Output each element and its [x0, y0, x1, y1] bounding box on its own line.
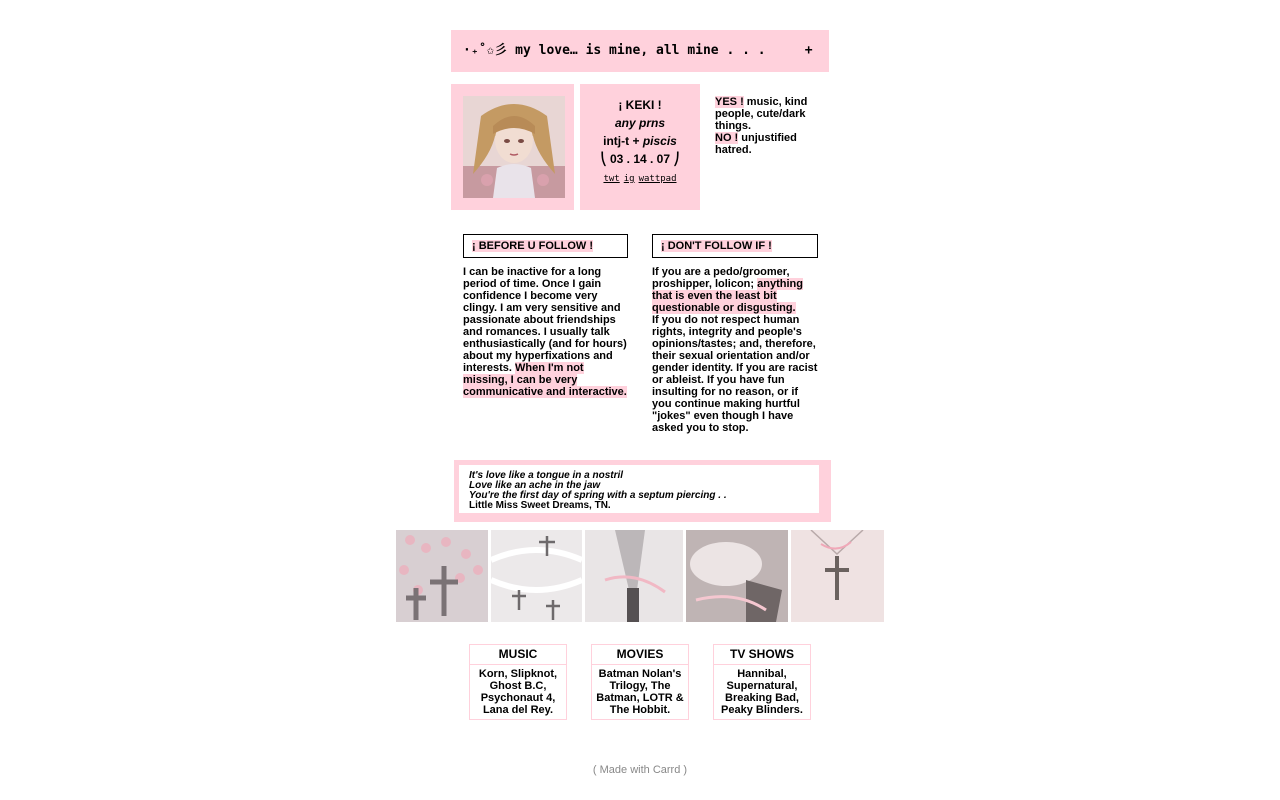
dont-follow-text: If you are a pedo/groomer, proshipper, lolicon; anything that is even the least bit questionable or disgusting. If you do not respect human rights, integrity and people's opinions/tastes; and, therefore, their sexual orientation and/or gender identity. If you are racist or ableist. If you have fun insulting for no reason, or if you continue making hurtful "jokes" even though I have asked you to stop.	[652, 266, 818, 434]
yes-label: YES !	[715, 96, 744, 108]
link-twt[interactable]: twt	[603, 174, 620, 184]
photo-knife-ribbon	[585, 530, 683, 622]
quote-credit: Little Miss Sweet Dreams, TN.	[469, 500, 611, 511]
favorites-title: MOVIES	[592, 645, 688, 665]
dont-follow-section	[652, 234, 818, 434]
yes-no-section	[715, 96, 823, 156]
favorites-title: MUSIC	[470, 645, 566, 665]
before-follow-section	[463, 234, 628, 398]
photo-rosary-beads	[396, 530, 488, 622]
favorites-movies	[591, 644, 689, 720]
profile-links	[580, 170, 700, 188]
profile-type: intj-t + piscis	[603, 134, 677, 148]
before-follow-text: I can be inactive for a long period of time. Once I gain confidence I become very clingy. I am very sensitive and passionate about friendships and romances. I usually talk enthusiastically (and for hours) about my hyperfixations and interests. When I'm not missing, I can be very communicative and interactive.	[463, 266, 627, 398]
header-banner: ·₊˚✩彡 my love… is mine, all mine . . . +	[451, 30, 829, 72]
before-follow-title: ¡ BEFORE U FOLLOW !	[463, 234, 628, 258]
favorites-body: Batman Nolan's Trilogy, The Batman, LOTR & The Hobbit.	[596, 668, 684, 716]
link-wattpad[interactable]: wattpad	[638, 174, 677, 184]
quote-line: You're the first day of spring with a septum piercing . .	[469, 490, 727, 501]
avatar	[463, 96, 565, 198]
profile-birthday: ⎝ 03 . 14 . 07 ⎠	[600, 152, 680, 166]
quote-line: It's love like a tongue in a nostril	[469, 470, 624, 481]
avatar-frame	[451, 84, 574, 210]
favorites-body: Hannibal, Supernatural, Breaking Bad, Peaky Blinders.	[721, 668, 803, 716]
favorites-title: TV SHOWS	[714, 645, 810, 665]
photo-lace-crosses	[491, 530, 582, 622]
profile-card	[580, 84, 700, 210]
made-with-carrd-link[interactable]: ( Made with Carrd )	[592, 764, 688, 776]
favorites-tv-shows	[713, 644, 811, 720]
quote-line: Love like an ache in the jaw	[469, 480, 601, 491]
yes-text: music, kind people, cute/dark things.	[715, 96, 808, 132]
profile-name: ¡ KEKI !	[618, 98, 662, 112]
favorites-body: Korn, Slipknot, Ghost B.C, Psychonaut 4, Lana del Rey.	[478, 668, 558, 716]
link-ig[interactable]: ig	[623, 174, 635, 184]
no-text: unjustified hatred.	[715, 132, 797, 156]
quote-text	[469, 471, 727, 511]
quote-box	[454, 460, 831, 522]
photo-hand-axe	[686, 530, 788, 622]
no-label: NO !	[715, 132, 739, 144]
photo-cross-necklace	[791, 530, 884, 622]
dont-follow-title: ¡ DON'T FOLLOW IF !	[652, 234, 818, 258]
profile-pronouns: any prns	[614, 116, 665, 130]
favorites-music	[469, 644, 567, 720]
